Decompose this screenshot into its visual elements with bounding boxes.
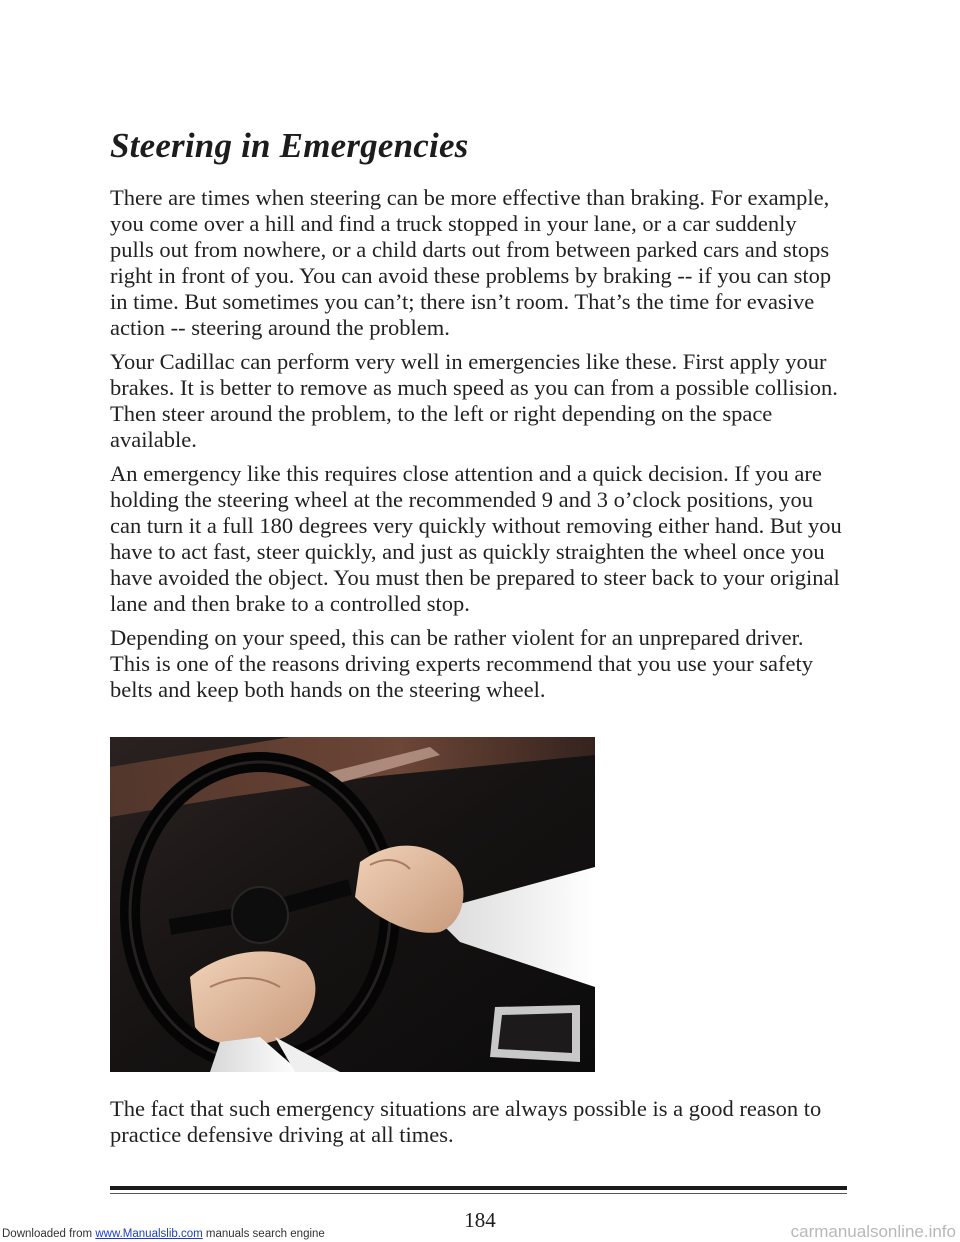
site-watermark: carmanualsonline.info <box>790 1222 956 1241</box>
footer-rule-thin <box>110 1193 847 1194</box>
watermark-prefix: Downloaded from <box>2 1228 96 1240</box>
page-number: 184 <box>464 1208 496 1232</box>
watermark-suffix: manuals search engine <box>202 1228 325 1240</box>
page-title: Steering in Emergencies <box>110 126 469 165</box>
body-text <box>110 185 845 711</box>
closing-paragraph: The fact that such emergency situations are always possible is a good reason to practice defensive driving at all times. <box>110 1096 822 1147</box>
paragraph-1: There are times when steering can be more effective than braking. For example, you come over a hill and find a truck stopped in your lane, or a car suddenly pulls out from nowhere, or a child darts out from between parked cars and stops right in front of you. You can avoid these problems by braking -- if you can stop in time. But sometimes you can’t; there isn’t room. That’s the time for evasive action -- steering around the problem. <box>110 185 832 340</box>
download-watermark <box>2 1228 325 1240</box>
footer-rule <box>110 1186 847 1190</box>
manualslib-link[interactable]: www.Manualslib.com <box>95 1228 203 1240</box>
steering-wheel-photo <box>110 737 595 1072</box>
steering-wheel-illustration <box>110 737 595 1072</box>
paragraph-3: An emergency like this requires close attention and a quick decision. If you are holding the steering wheel at the recommended 9 and 3 o’clock positions, you can turn it a full 180 degrees very quickly without removing either hand. But you have to act fast, steer quickly, and just as quickly straighten the wheel once you have avoided the object. You must then be prepared to steer back to your original lane and then brake to a controlled stop. <box>110 461 842 616</box>
paragraph-4: Depending on your speed, this can be rather violent for an unprepared driver. This is one of the reasons driving experts recommend that you use your safety belts and keep both hands on the steering wheel. <box>110 625 813 702</box>
paragraph-2: Your Cadillac can perform very well in emergencies like these. First apply your brakes. It is better to remove as much speed as you can from a possible collision. Then steer around the problem, to the left or right depending on the space available. <box>110 349 838 452</box>
